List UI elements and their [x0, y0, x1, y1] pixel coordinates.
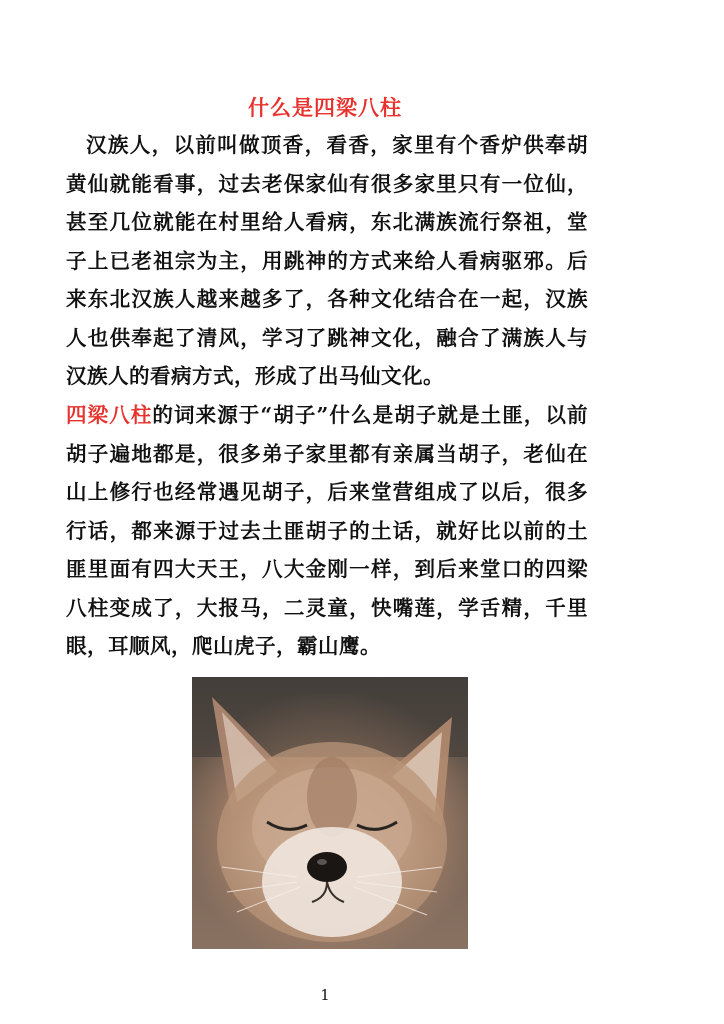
page-title: 什么是四梁八柱	[248, 95, 402, 120]
paragraph-2	[66, 396, 588, 666]
paragraph-2-text: 的词来源于“胡子”什么是胡子就是土匪，以前胡子遍地都是，很多弟子家里都有亲属当胡子，老仙在山上修行也经常遇见胡子，后来堂营组成了以后，很多行话，都来源于过去土匪胡子的土话，就好比以前的土匪里面有四大天王，八大金刚一样，到后来堂口的四梁八柱变成了，大报马，二灵童，快嘴莲，学舌精，千里眼，耳顺风，爬山虎子，霸山鹰。	[66, 403, 588, 658]
fox-photo	[192, 677, 468, 949]
fox-face-image	[192, 677, 468, 949]
highlight-term: 四梁八柱	[66, 403, 153, 427]
page-number: 1	[320, 986, 330, 1004]
paragraph-1: 汉族人，以前叫做顶香，看香，家里有个香炉供奉胡黄仙就能看事，过去老保家仙有很多家里只有一位仙，甚至几位就能在村里给人看病，东北满族流行祭祖，堂子上已老祖宗为主，用跳神的方式来给人看病驱邪。后来东北汉族人越来越多了，各种文化结合在一起，汉族人也供奉起了清风，学习了跳神文化，融合了满族人与汉族人的看病方式，形成了出马仙文化。	[66, 133, 588, 388]
